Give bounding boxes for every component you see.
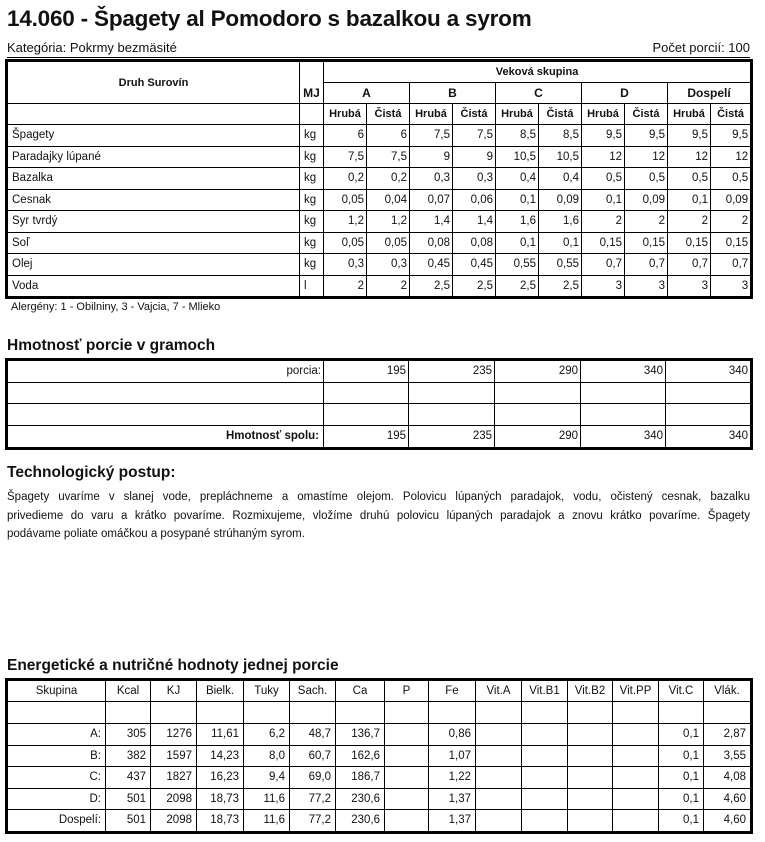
ingredient-amount: 10,5	[496, 146, 539, 168]
ingredient-row	[8, 168, 751, 190]
nutrition-col-header: Vit.B2	[568, 681, 613, 702]
ingredient-amount: 2	[367, 275, 410, 297]
ingredient-amount: 0,15	[668, 232, 711, 254]
nutrition-value	[476, 810, 522, 832]
ingredient-amount: 2,5	[539, 275, 582, 297]
nutrition-value	[476, 745, 522, 767]
ingredient-amount: 8,5	[539, 125, 582, 147]
ingredient-name: Soľ	[8, 232, 300, 254]
sub-header-gross: Hrubá	[496, 104, 539, 125]
nutrition-value: 1827	[151, 767, 197, 789]
nutrition-value: 77,2	[290, 810, 336, 832]
ingredient-amount: 0,05	[324, 189, 367, 211]
nutrition-row	[8, 745, 751, 767]
nutrition-value: 2,87	[704, 724, 751, 746]
nutrition-col-header: Fe	[429, 681, 476, 702]
total-weight-row	[8, 426, 751, 448]
sub-header-net: Čistá	[711, 104, 751, 125]
ingredient-amount: 0,08	[410, 232, 453, 254]
ingredient-row	[8, 232, 751, 254]
ingredient-amount: 9,5	[668, 125, 711, 147]
nutrition-value: 14,23	[197, 745, 244, 767]
group-header-b: B	[410, 83, 496, 104]
ingredient-amount: 1,4	[410, 211, 453, 233]
nutrition-value: 1,37	[429, 810, 476, 832]
ingredient-amount: 0,2	[367, 168, 410, 190]
ingredient-name: Špagety	[8, 125, 300, 147]
nutrition-value: 501	[106, 788, 151, 810]
nutrition-value: 4,60	[704, 788, 751, 810]
nutrition-group: Dospelí:	[8, 810, 106, 832]
ingredient-amount: 0,3	[453, 168, 496, 190]
ingredient-unit: kg	[300, 232, 324, 254]
nutrition-value	[476, 724, 522, 746]
nutrition-header-row	[8, 681, 751, 702]
nutrition-col-header: Vlák.	[704, 681, 751, 702]
nutrition-value	[568, 810, 613, 832]
ingredient-row	[8, 254, 751, 276]
ingredient-amount: 2	[582, 211, 625, 233]
nutrition-value: 0,1	[659, 767, 704, 789]
nutrition-section-title: Energetické a nutričné hodnoty jednej porcie	[7, 657, 339, 674]
ingredient-amount: 0,04	[367, 189, 410, 211]
nutrition-value: 2098	[151, 788, 197, 810]
nutrition-value: 9,4	[244, 767, 290, 789]
ingredient-name: Cesnak	[8, 189, 300, 211]
ingredient-name: Bazalka	[8, 168, 300, 190]
ingredient-amount: 0,55	[496, 254, 539, 276]
ingredient-amount: 0,15	[582, 232, 625, 254]
ingredient-amount: 0,1	[582, 189, 625, 211]
portion-value: 340	[666, 361, 751, 383]
portion-count: Počet porcií: 100	[652, 40, 750, 55]
nutrition-value: 11,6	[244, 788, 290, 810]
ingredient-amount: 0,05	[367, 232, 410, 254]
sub-header-net: Čistá	[453, 104, 496, 125]
group-header-d: D	[582, 83, 668, 104]
nutrition-value	[568, 767, 613, 789]
group-header-a: A	[324, 83, 410, 104]
nutrition-value: 8,0	[244, 745, 290, 767]
nutrition-value: 437	[106, 767, 151, 789]
sub-header-gross: Hrubá	[582, 104, 625, 125]
ingredient-amount: 0,05	[324, 232, 367, 254]
group-header-c: C	[496, 83, 582, 104]
ingredient-amount: 1,6	[496, 211, 539, 233]
nutrition-value: 1276	[151, 724, 197, 746]
ingredient-amount: 0,7	[711, 254, 751, 276]
procedure-section-title: Technologický postup:	[7, 464, 176, 481]
nutrition-value	[385, 810, 429, 832]
nutrition-col-header: Bielk.	[197, 681, 244, 702]
nutrition-value	[522, 810, 568, 832]
nutrition-group: B:	[8, 745, 106, 767]
ingredient-amount: 7,5	[410, 125, 453, 147]
ingredient-amount: 0,5	[582, 168, 625, 190]
nutrition-value: 3,55	[704, 745, 751, 767]
ingredient-amount: 7,5	[453, 125, 496, 147]
nutrition-value: 48,7	[290, 724, 336, 746]
ingredient-amount: 1,4	[453, 211, 496, 233]
sub-header-gross: Hrubá	[410, 104, 453, 125]
nutrition-value: 11,61	[197, 724, 244, 746]
ingredient-amount: 12	[711, 146, 751, 168]
ingredient-amount: 1,2	[367, 211, 410, 233]
ingredient-amount: 6	[367, 125, 410, 147]
nutrition-value: 136,7	[336, 724, 385, 746]
ingredient-name: Voda	[8, 275, 300, 297]
nutrition-col-header: Ca	[336, 681, 385, 702]
portion-value: 235	[409, 361, 495, 383]
nutrition-value: 18,73	[197, 788, 244, 810]
ingredient-amount: 0,4	[496, 168, 539, 190]
group-header-adults: Dospelí	[668, 83, 751, 104]
nutrition-group: C:	[8, 767, 106, 789]
ingredient-amount: 1,6	[539, 211, 582, 233]
nutrition-value: 1,07	[429, 745, 476, 767]
ingredient-amount: 0,4	[539, 168, 582, 190]
empty-row	[8, 404, 751, 426]
ingredient-amount: 0,15	[711, 232, 751, 254]
ingredient-amount: 9,5	[582, 125, 625, 147]
nutrition-value: 501	[106, 810, 151, 832]
ingredient-amount: 6	[324, 125, 367, 147]
nutrition-value	[522, 724, 568, 746]
recipe-category: Kategória: Pokrmy bezmäsité	[7, 40, 177, 55]
ingredient-amount: 0,09	[539, 189, 582, 211]
ingredient-unit: l	[300, 275, 324, 297]
ingredient-amount: 0,3	[367, 254, 410, 276]
nutrition-table	[7, 680, 751, 832]
ingredient-amount: 0,7	[625, 254, 668, 276]
sub-header-net: Čistá	[625, 104, 668, 125]
nutrition-value	[568, 788, 613, 810]
total-weight-value: 235	[409, 426, 495, 448]
nutrition-value: 1,37	[429, 788, 476, 810]
nutrition-value	[476, 767, 522, 789]
sub-header-net: Čistá	[367, 104, 410, 125]
nutrition-value	[613, 745, 659, 767]
nutrition-col-header: Vit.B1	[522, 681, 568, 702]
ingredient-amount: 0,15	[625, 232, 668, 254]
recipe-title: 14.060 - Špagety al Pomodoro s bazalkou a syrom	[7, 6, 532, 31]
ingredient-amount: 0,1	[539, 232, 582, 254]
nutrition-value	[613, 788, 659, 810]
portion-value: 195	[324, 361, 409, 383]
ingredient-amount: 12	[625, 146, 668, 168]
nutrition-row	[8, 724, 751, 746]
nutrition-value	[613, 767, 659, 789]
nutrition-value: 0,1	[659, 745, 704, 767]
col-header-age-group: Veková skupina	[324, 62, 751, 83]
ingredient-amount: 1,2	[324, 211, 367, 233]
ingredient-amount: 0,2	[324, 168, 367, 190]
ingredient-row	[8, 125, 751, 147]
col-header-unit: MJ	[300, 83, 324, 104]
ingredient-amount: 3	[668, 275, 711, 297]
ingredient-amount: 9	[410, 146, 453, 168]
ingredient-amount: 0,3	[324, 254, 367, 276]
ingredient-unit: kg	[300, 168, 324, 190]
nutrition-col-header: Kcal	[106, 681, 151, 702]
ingredient-amount: 9	[453, 146, 496, 168]
ingredient-row	[8, 211, 751, 233]
ingredient-amount: 2	[625, 211, 668, 233]
ingredients-table	[7, 61, 751, 297]
ingredient-amount: 0,5	[625, 168, 668, 190]
ingredient-amount: 0,3	[410, 168, 453, 190]
nutrition-value	[568, 745, 613, 767]
nutrition-col-header: Vit.A	[476, 681, 522, 702]
ingredient-amount: 2	[324, 275, 367, 297]
nutrition-col-header: Tuky	[244, 681, 290, 702]
nutrition-value: 230,6	[336, 788, 385, 810]
nutrition-value	[613, 724, 659, 746]
nutrition-value: 77,2	[290, 788, 336, 810]
nutrition-value	[385, 767, 429, 789]
nutrition-value: 4,08	[704, 767, 751, 789]
total-weight-value: 340	[666, 426, 751, 448]
sub-header-gross: Hrubá	[324, 104, 367, 125]
nutrition-group: D:	[8, 788, 106, 810]
sub-header-net: Čistá	[539, 104, 582, 125]
ingredient-unit: kg	[300, 146, 324, 168]
portion-value: 290	[495, 361, 581, 383]
nutrition-value: 1597	[151, 745, 197, 767]
ingredient-unit: kg	[300, 189, 324, 211]
nutrition-value	[522, 767, 568, 789]
nutrition-value: 382	[106, 745, 151, 767]
ingredient-amount: 12	[668, 146, 711, 168]
nutrition-value	[476, 788, 522, 810]
ingredient-name: Olej	[8, 254, 300, 276]
allergens-note: Alergény: 1 - Obilniny, 3 - Vajcia, 7 - Mlieko	[11, 301, 221, 313]
empty-row	[8, 382, 751, 404]
nutrition-col-header: Sach.	[290, 681, 336, 702]
nutrition-row	[8, 810, 751, 832]
nutrition-value: 186,7	[336, 767, 385, 789]
ingredient-amount: 0,5	[711, 168, 751, 190]
ingredient-amount: 0,1	[496, 189, 539, 211]
nutrition-value: 18,73	[197, 810, 244, 832]
ingredient-amount: 0,45	[410, 254, 453, 276]
nutrition-value: 0,1	[659, 788, 704, 810]
nutrition-value	[568, 724, 613, 746]
ingredient-amount: 0,55	[539, 254, 582, 276]
nutrition-value	[385, 788, 429, 810]
nutrition-value: 230,6	[336, 810, 385, 832]
ingredient-name: Syr tvrdý	[8, 211, 300, 233]
ingredient-amount: 0,7	[582, 254, 625, 276]
ingredient-amount: 0,1	[668, 189, 711, 211]
ingredient-amount: 2	[711, 211, 751, 233]
ingredient-amount: 9,5	[711, 125, 751, 147]
nutrition-value: 69,0	[290, 767, 336, 789]
ingredient-amount: 0,07	[410, 189, 453, 211]
nutrition-row	[8, 788, 751, 810]
nutrition-value: 0,1	[659, 810, 704, 832]
ingredient-amount: 7,5	[367, 146, 410, 168]
total-weight-value: 195	[324, 426, 409, 448]
nutrition-value: 162,6	[336, 745, 385, 767]
nutrition-value	[385, 745, 429, 767]
ingredient-amount: 2,5	[410, 275, 453, 297]
nutrition-group: A:	[8, 724, 106, 746]
ingredient-amount: 3	[625, 275, 668, 297]
nutrition-value: 2098	[151, 810, 197, 832]
portion-label: porcia:	[8, 361, 324, 383]
ingredient-amount: 0,1	[496, 232, 539, 254]
ingredient-amount: 0,5	[668, 168, 711, 190]
ingredient-amount: 2,5	[453, 275, 496, 297]
ingredient-amount: 3	[582, 275, 625, 297]
total-weight-label: Hmotnosť spolu:	[8, 426, 324, 448]
ingredient-unit: kg	[300, 254, 324, 276]
nutrition-value: 11,6	[244, 810, 290, 832]
nutrition-value: 16,23	[197, 767, 244, 789]
ingredient-unit: kg	[300, 125, 324, 147]
recipe-meta-row	[7, 39, 750, 58]
ingredient-amount: 0,7	[668, 254, 711, 276]
nutrition-value: 0,86	[429, 724, 476, 746]
nutrition-col-header: Vit.PP	[613, 681, 659, 702]
nutrition-value: 4,60	[704, 810, 751, 832]
ingredient-amount: 0,45	[453, 254, 496, 276]
ingredient-amount: 8,5	[496, 125, 539, 147]
portion-weights-table	[7, 360, 751, 448]
ingredient-amount: 9,5	[625, 125, 668, 147]
ingredient-row	[8, 275, 751, 297]
ingredient-amount: 7,5	[324, 146, 367, 168]
nutrition-value	[522, 745, 568, 767]
ingredient-name: Paradajky lúpané	[8, 146, 300, 168]
weights-section-title: Hmotnosť porcie v gramoch	[7, 337, 216, 354]
total-weight-value: 290	[495, 426, 581, 448]
procedure-line: privedieme do varu a krátko povaríme. Rozmixujeme, vložíme druhú polovicu lúpaných paradajok a znovu krátko povaríme. Špagety	[7, 509, 750, 522]
procedure-line: podávame poliate omáčkou a posypané strúhaným syrom.	[7, 528, 305, 540]
ingredient-row	[8, 189, 751, 211]
nutrition-col-header: Vit.C	[659, 681, 704, 702]
sub-header-gross: Hrubá	[668, 104, 711, 125]
ingredient-unit: kg	[300, 211, 324, 233]
nutrition-value	[385, 724, 429, 746]
empty-row	[8, 702, 751, 724]
ingredient-amount: 0,09	[711, 189, 751, 211]
nutrition-value: 0,1	[659, 724, 704, 746]
nutrition-col-header: KJ	[151, 681, 197, 702]
nutrition-row	[8, 767, 751, 789]
nutrition-value: 60,7	[290, 745, 336, 767]
portion-row	[8, 361, 751, 383]
ingredient-amount: 10,5	[539, 146, 582, 168]
procedure-line: Špagety uvaríme v slanej vode, prepláchneme a omastíme olejom. Polovicu lúpaných paradajok, vodu, očistený cesnak, bazalku	[7, 491, 750, 503]
procedure-text	[7, 488, 750, 544]
ingredient-amount: 0,08	[453, 232, 496, 254]
nutrition-col-header: P	[385, 681, 429, 702]
portion-value: 340	[581, 361, 666, 383]
ingredient-amount: 0,09	[625, 189, 668, 211]
ingredient-row	[8, 146, 751, 168]
ingredient-amount: 3	[711, 275, 751, 297]
nutrition-col-header: Skupina	[8, 681, 106, 702]
nutrition-value: 6,2	[244, 724, 290, 746]
nutrition-value	[522, 788, 568, 810]
ingredient-amount: 12	[582, 146, 625, 168]
ingredient-amount: 2,5	[496, 275, 539, 297]
nutrition-value: 1,22	[429, 767, 476, 789]
ingredient-amount: 2	[668, 211, 711, 233]
ingredient-amount: 0,06	[453, 189, 496, 211]
col-header-ingredient: Druh Surovín	[8, 62, 300, 104]
nutrition-value	[613, 810, 659, 832]
nutrition-value: 305	[106, 724, 151, 746]
total-weight-value: 340	[581, 426, 666, 448]
